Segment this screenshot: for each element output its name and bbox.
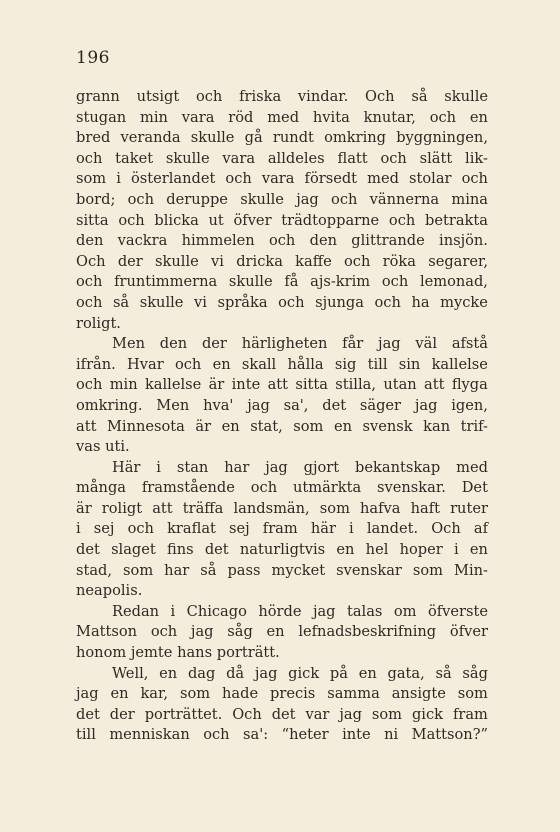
- text-line: neapolis.: [76, 582, 143, 600]
- text-line: Redan i Chicago hörde jag talas om öfverste: [112, 602, 488, 620]
- text-line: vas uti.: [76, 438, 130, 456]
- text-line: ifrån. Hvar och en skall hålla sig till sin kallelse: [76, 355, 488, 373]
- text-line: att Minnesota är en stat, som en svensk kan trif-: [76, 417, 488, 435]
- text-line: och fruntimmerna skulle få ajs-krim och lemonad,: [76, 273, 488, 291]
- text-line: i sej och kraflat sej fram här i landet. Och af: [76, 520, 488, 538]
- text-line: många framstående och utmärkta svenskar. Det: [76, 479, 488, 497]
- text-line: Och der skulle vi dricka kaffe och röka segarer,: [76, 252, 488, 270]
- text-line: bord; och deruppe skulle jag och vännerna mina: [76, 190, 488, 208]
- text-line: och så skulle vi språka och sjunga och ha mycke: [76, 293, 488, 311]
- text-line: Här i stan har jag gjort bekantskap med: [112, 458, 488, 476]
- text-line: stugan min vara röd med hvita knutar, och en: [76, 108, 488, 126]
- text-line: som i österlandet och vara försedt med stolar och: [76, 170, 488, 188]
- text-line: roligt.: [76, 314, 121, 332]
- text-line: till menniskan och sa': “heter inte ni Mattson?”: [76, 726, 488, 744]
- text-line: det slaget fins det naturligtvis en hel hoper i en: [76, 541, 488, 559]
- text-line: är roligt att träffa landsmän, som hafva haft ruter: [76, 499, 488, 517]
- text-line: och taket skulle vara alldeles flatt och slätt lik-: [76, 149, 488, 167]
- text-line: Men den der härligheten får jag väl afstå: [112, 335, 488, 353]
- text-line: den vackra himmelen och den glittrande insjön.: [76, 232, 488, 250]
- text-line: Mattson och jag såg en lefnadsbeskrifning öfver: [76, 623, 488, 641]
- text-line: bred veranda skulle gå rundt omkring byggningen,: [76, 129, 488, 147]
- text-line: Well, en dag då jag gick på en gata, så såg: [112, 664, 488, 682]
- text-line: honom jemte hans porträtt.: [76, 644, 280, 662]
- text-line: omkring. Men hva' jag sa', det säger jag igen,: [76, 396, 488, 414]
- text-line: och min kallelse är inte att sitta stilla, utan att flyga: [76, 376, 488, 394]
- text-line: jag en kar, som hade precis samma ansigte som: [76, 685, 488, 703]
- text-line: det der porträttet. Och det var jag som gick fram: [76, 705, 488, 723]
- body-text: [76, 87, 488, 746]
- text-line: stad, som har så pass mycket svenskar som Min-: [76, 561, 488, 579]
- page-number: 196: [76, 48, 110, 68]
- text-line: sitta och blicka ut öfver trädtopparne och betrakta: [76, 211, 488, 229]
- text-line: grann utsigt och friska vindar. Och så skulle: [76, 88, 488, 105]
